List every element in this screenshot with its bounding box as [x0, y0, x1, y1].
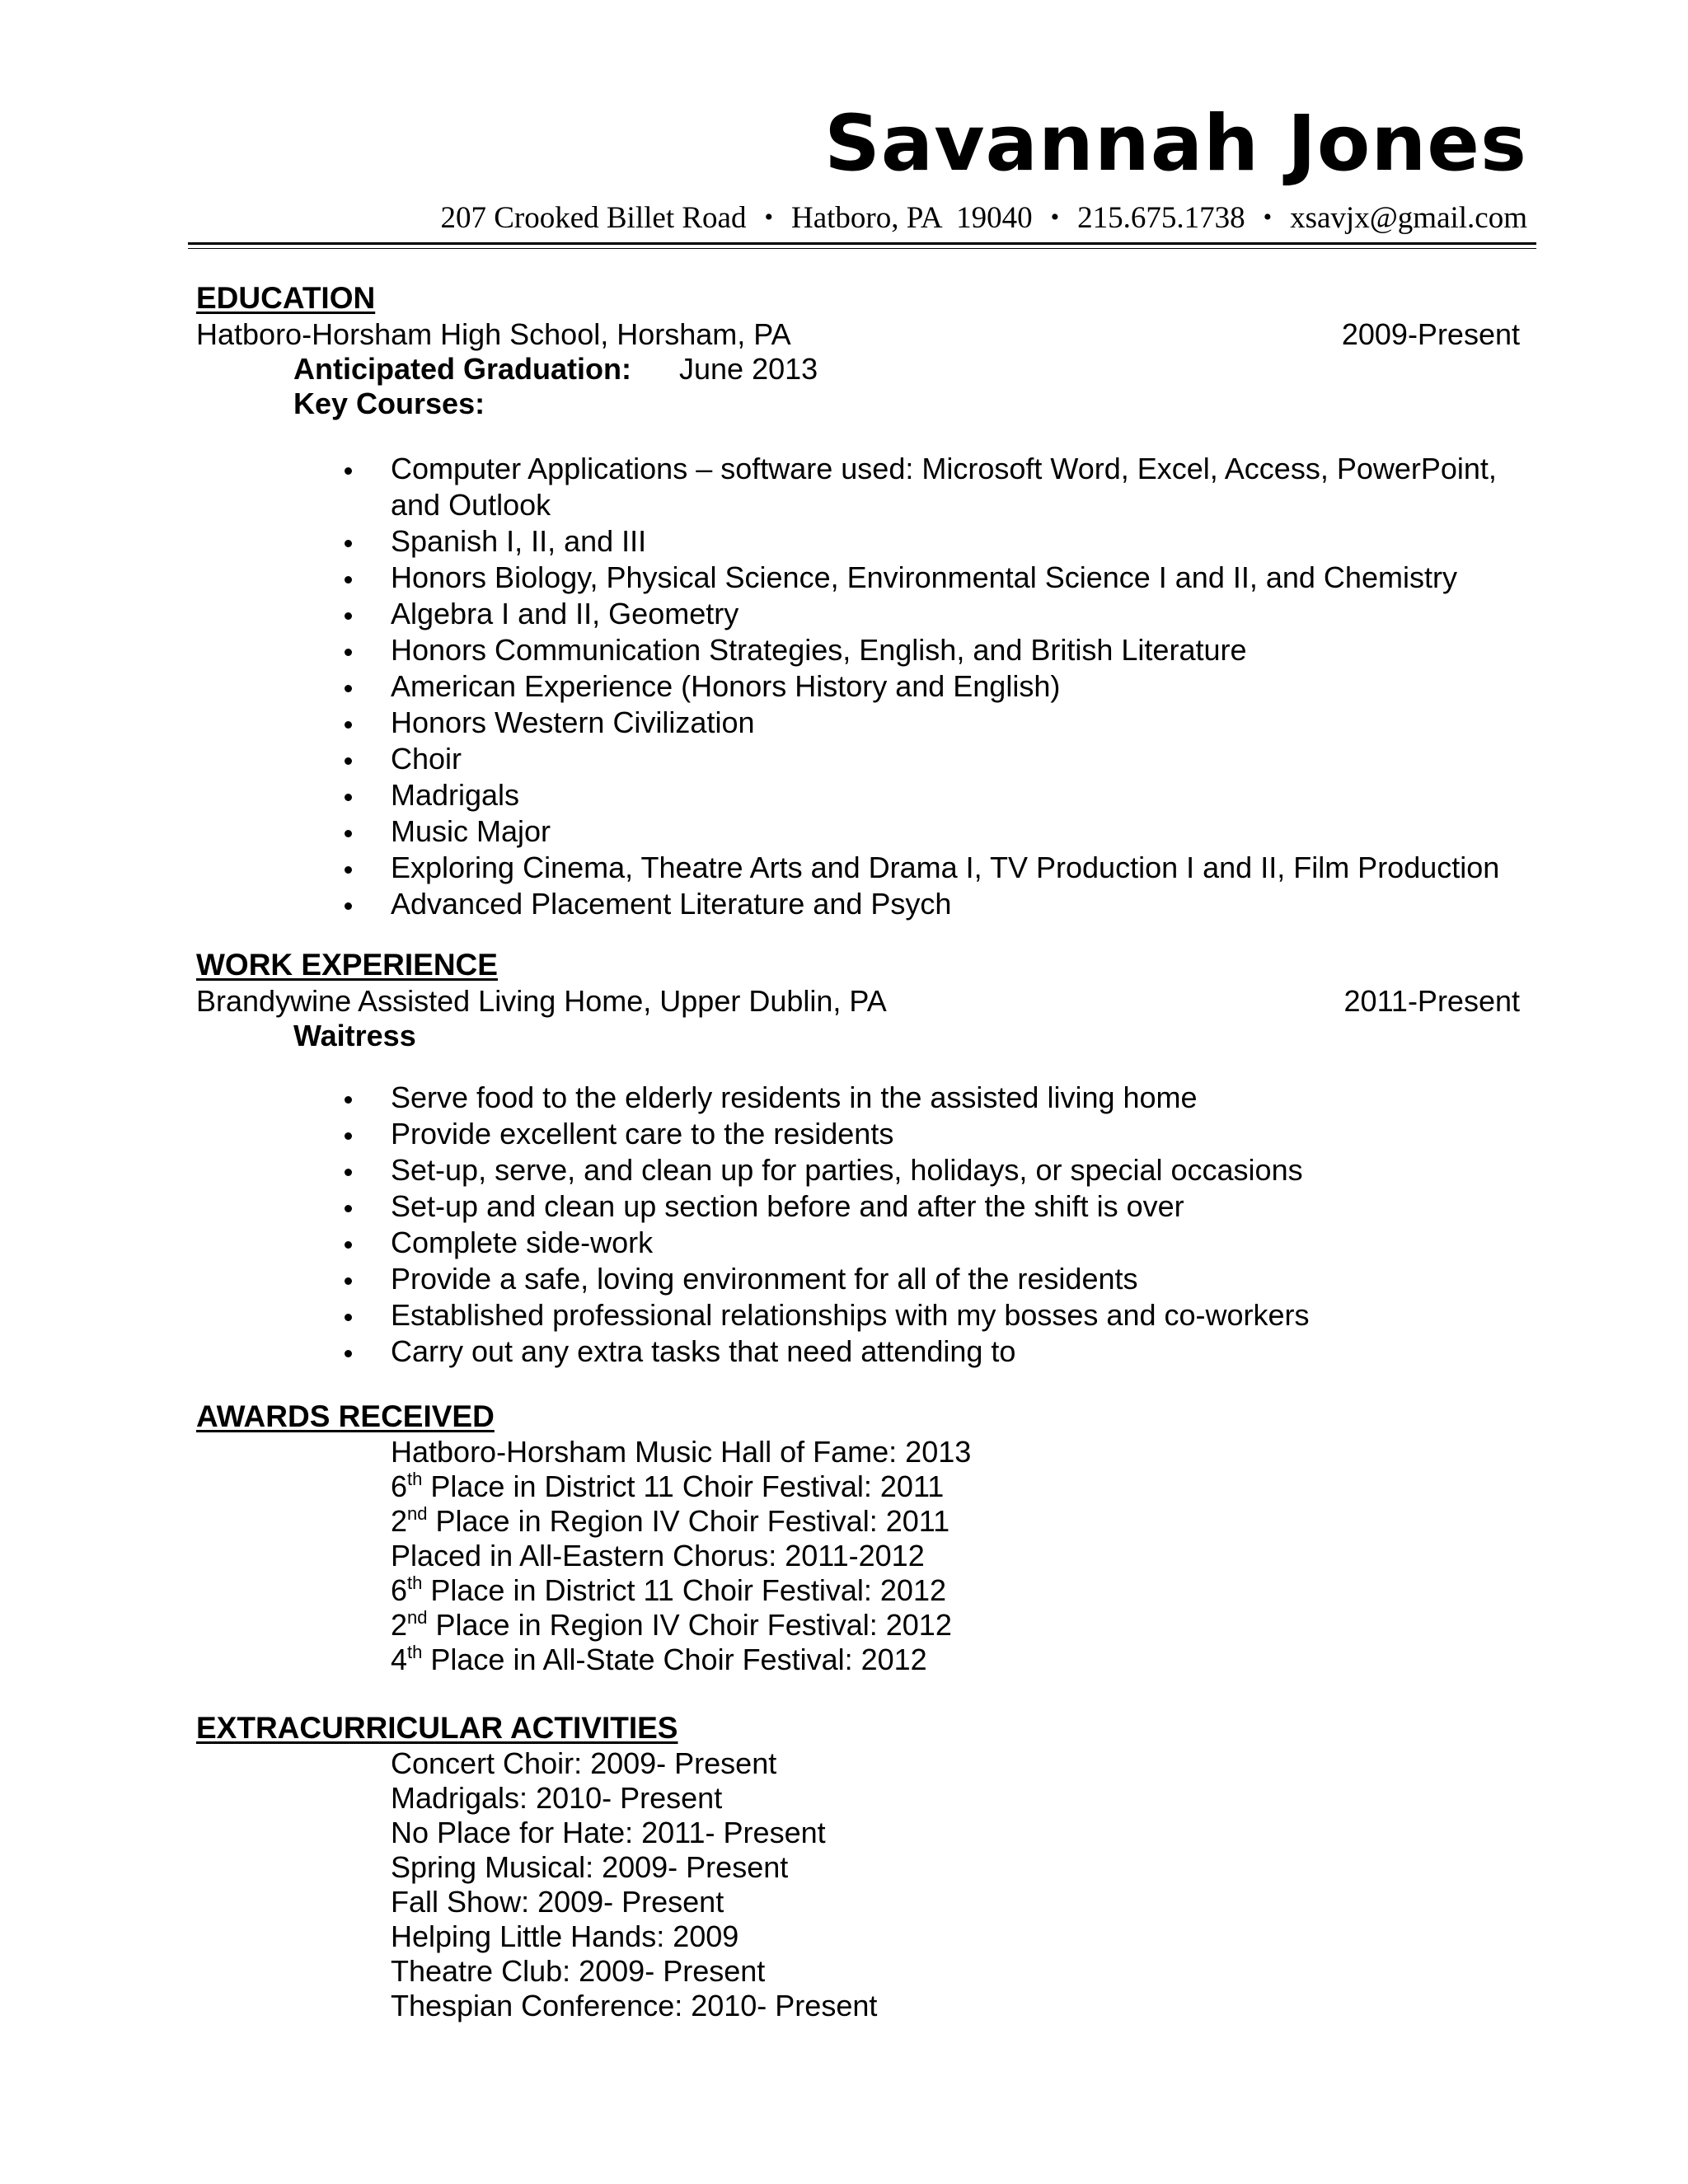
duty-item [196, 1261, 1520, 1297]
awards-list [196, 1435, 1520, 1677]
activity-item: Theatre Club: 2009- Present [391, 1954, 766, 1988]
applicant-name: Savannah Jones [824, 99, 1527, 189]
course-item-text: Computer Applications – software used: Microsoft Word, Excel, Access, PowerPoint, and Outlook [391, 452, 1497, 522]
bullet-icon [345, 757, 352, 765]
duties-list [196, 1080, 1520, 1370]
course-item-text: Music Major [391, 814, 551, 848]
award-item [391, 1643, 1520, 1677]
award-text: 6 [391, 1469, 408, 1503]
course-item-text: Honors Western Civilization [391, 705, 755, 739]
duty-item [196, 1152, 1520, 1188]
bullet-icon [345, 612, 352, 620]
activity-item: Fall Show: 2009- Present [391, 1885, 724, 1919]
award-text: 2 [391, 1608, 408, 1642]
duty-item-text: Established professional relationships with my bosses and co-workers [391, 1298, 1310, 1332]
separator-bullet: • [764, 204, 773, 231]
award-item [391, 1504, 1520, 1539]
header-rule-thin [188, 248, 1536, 249]
duty-item-text: Set-up, serve, and clean up for parties, holidays, or special occasions [391, 1153, 1303, 1187]
course-item-text: Algebra I and II, Geometry [391, 597, 739, 630]
course-item-text: Madrigals [391, 778, 520, 812]
activities-section [196, 1710, 1520, 2023]
ordinal-suffix: nd [407, 1607, 428, 1628]
course-item [196, 523, 1520, 560]
course-item [196, 886, 1520, 922]
work-section [196, 947, 1520, 1370]
education-section [196, 280, 1520, 922]
award-item [391, 1608, 1520, 1643]
education-school-row [196, 316, 1520, 352]
award-text-rest: Place in District 11 Choir Festival: 2012 [422, 1573, 946, 1607]
duty-item-text: Complete side-work [391, 1226, 654, 1259]
activity-item: Spring Musical: 2009- Present [391, 1850, 789, 1884]
courses-label: Key Courses: [293, 387, 485, 420]
email-address: xsavjx@gmail.com [1290, 201, 1527, 235]
award-item [391, 1469, 1520, 1504]
bullet-icon [345, 1205, 352, 1212]
course-item-text: Honors Biology, Physical Science, Environmental Science I and II, and Chemistry [391, 560, 1457, 594]
ordinal-suffix: th [407, 1572, 423, 1593]
bullet-icon [345, 649, 352, 656]
graduation-label: Anticipated Graduation: [293, 352, 632, 386]
graduation-row [196, 352, 1520, 387]
duty-item [196, 1333, 1520, 1370]
course-item [196, 705, 1520, 741]
ordinal-suffix: th [407, 1469, 423, 1489]
duty-item-text: Provide a safe, loving environment for all of the residents [391, 1262, 1138, 1296]
education-heading: EDUCATION [196, 281, 376, 315]
course-item [196, 451, 1520, 523]
award-text-rest: Place in Region IV Choir Festival: 2011 [427, 1504, 950, 1538]
awards-heading: AWARDS RECEIVED [196, 1399, 495, 1433]
duty-item [196, 1188, 1520, 1225]
duty-item-text: Provide excellent care to the residents [391, 1117, 894, 1151]
course-item [196, 632, 1520, 668]
contact-line [440, 203, 1527, 233]
work-dates: 2011-Present [1343, 984, 1520, 1018]
duty-item [196, 1116, 1520, 1152]
bullet-icon [345, 1314, 352, 1321]
bullet-icon [345, 830, 352, 837]
course-item [196, 560, 1520, 596]
bullet-icon [345, 902, 352, 910]
bullet-icon [345, 540, 352, 547]
award-text-rest: Place in Region IV Choir Festival: 2012 [427, 1608, 952, 1642]
duty-item [196, 1297, 1520, 1333]
course-item-text: American Experience (Honors History and English) [391, 669, 1061, 703]
award-item [391, 1539, 1520, 1573]
activity-item: Madrigals: 2010- Present [391, 1781, 723, 1815]
award-item [391, 1573, 1520, 1608]
bullet-icon [345, 1132, 352, 1140]
header-rule [188, 242, 1536, 245]
activities-list [196, 1746, 1520, 2023]
activity-item: Concert Choir: 2009- Present [391, 1746, 777, 1780]
bullet-icon [345, 1096, 352, 1104]
education-dates: 2009-Present [1341, 317, 1520, 351]
graduation-date: June 2013 [679, 352, 818, 386]
city-state-zip: Hatboro, PA 19040 [790, 201, 1033, 235]
award-text-rest: Place in All-State Choir Festival: 2012 [422, 1643, 927, 1676]
course-item-text: Exploring Cinema, Theatre Arts and Drama I, TV Production I and II, Film Production [391, 851, 1500, 884]
award-text: 2 [391, 1504, 408, 1538]
work-employer-row [196, 983, 1520, 1019]
award-text: Hatboro-Horsham Music Hall of Fame: 2013 [391, 1435, 972, 1469]
award-text: Placed in All-Eastern Chorus: 2011-2012 [391, 1539, 925, 1572]
award-text: 6 [391, 1573, 408, 1607]
activity-item: No Place for Hate: 2011- Present [391, 1816, 826, 1849]
courses-list [196, 451, 1520, 922]
ordinal-suffix: nd [407, 1503, 428, 1524]
separator-bullet: • [1050, 204, 1060, 231]
bullet-icon [345, 467, 352, 475]
course-item-text: Advanced Placement Literature and Psych [391, 887, 952, 921]
bullet-icon [345, 576, 352, 583]
school-name: Hatboro-Horsham High School, Horsham, PA [196, 317, 791, 351]
activities-heading: EXTRACURRICULAR ACTIVITIES [196, 1711, 678, 1745]
duty-item-text: Serve food to the elderly residents in the assisted living home [391, 1080, 1198, 1114]
course-item-text: Spanish I, II, and III [391, 524, 647, 558]
employer-name: Brandywine Assisted Living Home, Upper Dublin, PA [196, 984, 887, 1018]
course-item [196, 596, 1520, 632]
bullet-icon [345, 685, 352, 692]
course-item [196, 741, 1520, 777]
work-heading: WORK EXPERIENCE [196, 948, 498, 982]
duty-item [196, 1225, 1520, 1261]
award-item [391, 1435, 1520, 1469]
awards-section [196, 1399, 1520, 1677]
bullet-icon [345, 721, 352, 729]
phone-number: 215.675.1738 [1077, 201, 1245, 235]
ordinal-suffix: th [407, 1642, 423, 1662]
bullet-icon [345, 866, 352, 874]
duty-item [196, 1080, 1520, 1116]
duty-item-text: Carry out any extra tasks that need attending to [391, 1334, 1016, 1368]
bullet-icon [345, 1241, 352, 1249]
activity-item: Thespian Conference: 2010- Present [391, 1989, 878, 2022]
course-item [196, 777, 1520, 813]
course-item [196, 850, 1520, 886]
bullet-icon [345, 1350, 352, 1357]
separator-bullet: • [1263, 204, 1273, 231]
award-text: 4 [391, 1643, 408, 1676]
bullet-icon [345, 1169, 352, 1176]
job-title: Waitress [293, 1019, 416, 1052]
bullet-icon [345, 794, 352, 801]
address: 207 Crooked Billet Road [440, 201, 747, 235]
course-item-text: Honors Communication Strategies, English, and British Literature [391, 633, 1247, 667]
award-text-rest: Place in District 11 Choir Festival: 2011 [422, 1469, 945, 1503]
bullet-icon [345, 1277, 352, 1285]
course-item-text: Choir [391, 742, 462, 776]
course-item [196, 668, 1520, 705]
activity-item: Helping Little Hands: 2009 [391, 1919, 739, 1953]
duty-item-text: Set-up and clean up section before and after the shift is over [391, 1189, 1184, 1223]
course-item [196, 813, 1520, 850]
